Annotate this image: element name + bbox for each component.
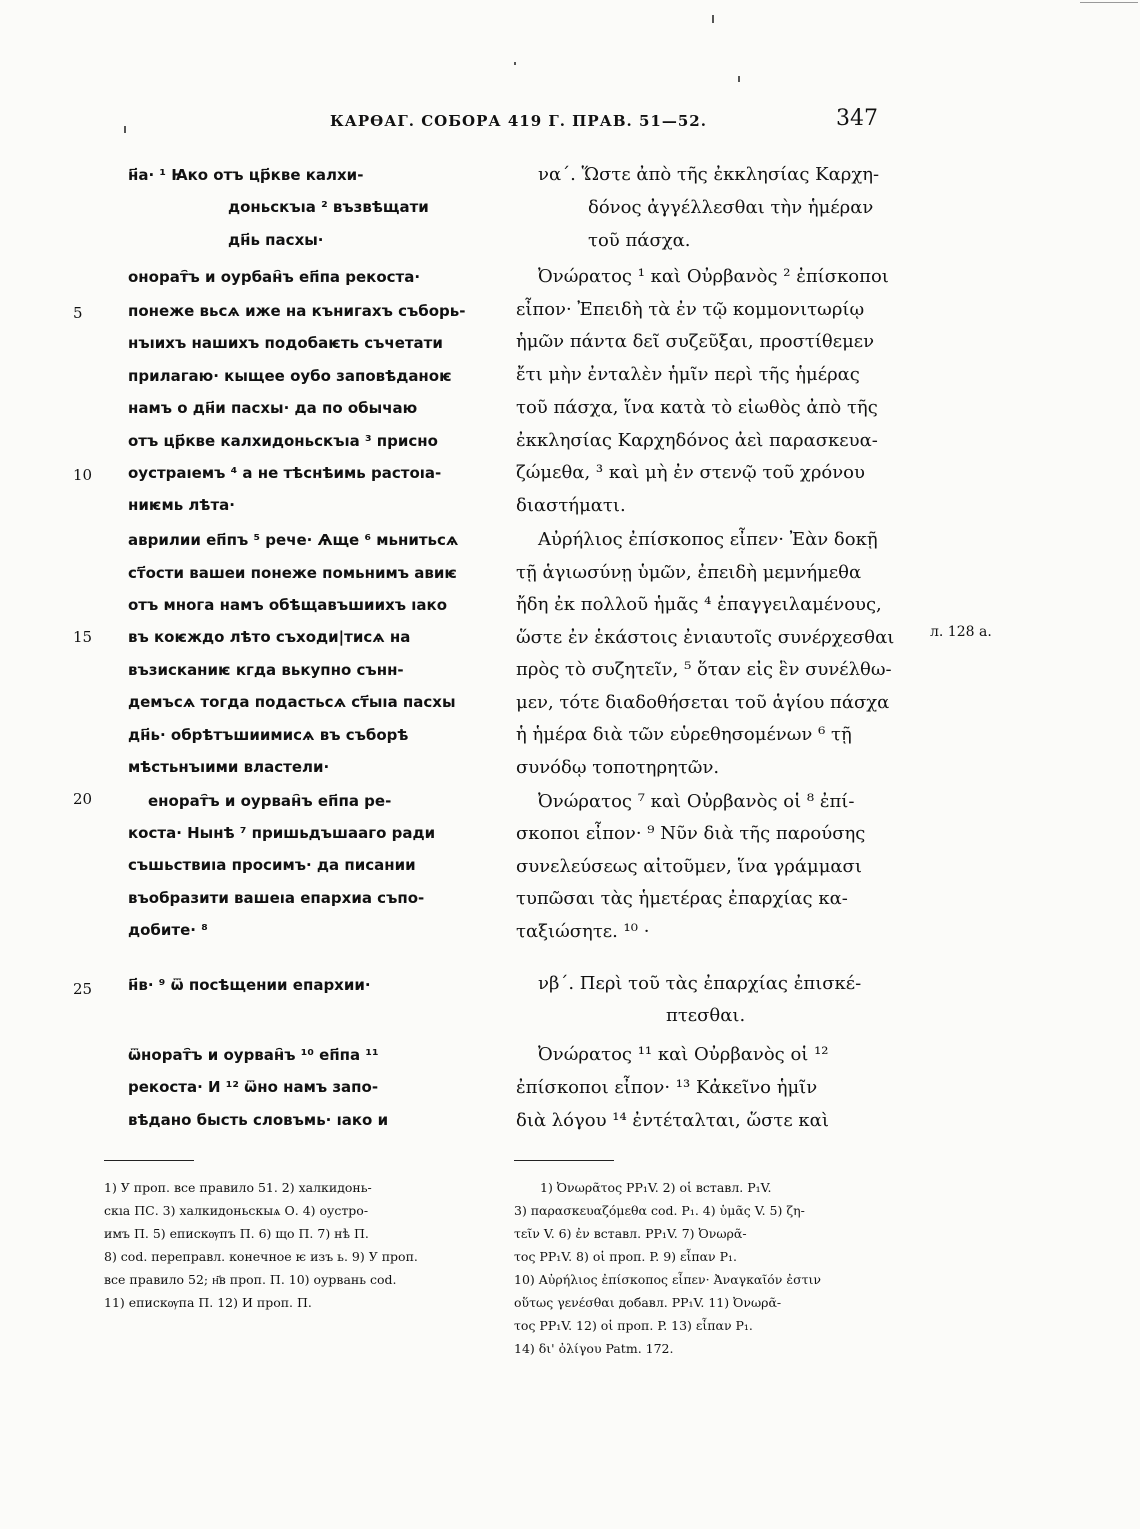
text-line: нъıихъ нашихъ подобаѥть съчетати xyxy=(128,334,443,352)
scan-speck xyxy=(124,126,126,133)
text-line: ниѥмь лѣта· xyxy=(128,496,235,514)
text-line: дн҃ь пасхы· xyxy=(228,231,324,249)
line-number: 20 xyxy=(73,790,93,808)
text-line: въобразити вашеıа епархиа съпо- xyxy=(128,889,425,907)
text-line: πρὸς τὸ συζητεῖν, ⁵ ὅταν εἰς ἓν συνέλθω- xyxy=(516,659,892,680)
text-line: дн҃ь· обрѣтъшиимисѧ въ съборѣ xyxy=(128,726,409,744)
footnote-line: имъ П. 5) епискѹпъ П. 6) що П. 7) нѣ П. xyxy=(104,1226,369,1241)
text-line: εἶπον· Ἐπειδὴ τὰ ἐν τῷ κομμονιτωρίῳ xyxy=(516,299,865,320)
footnote-line: τος PP₁V. 12) οἱ проп. P. 13) εἶπαν P₁. xyxy=(514,1318,753,1333)
text-line: μεν, τότε διαδοθήσεται τοῦ ἁγίου πάσχα xyxy=(516,692,890,713)
text-line: рекоста· И ¹² ѿно намъ запо- xyxy=(128,1078,379,1096)
scan-speck xyxy=(1080,2,1138,3)
page-number: 347 xyxy=(836,106,878,131)
text-line: възисканиѥ кгда вькупно сънн- xyxy=(128,661,404,679)
text-line: прилагаю· кыщее оубо заповѣданоѥ xyxy=(128,367,452,385)
footnote-line: οὕτως γενέσθαι добавл. PP₁V. 11) Ὀνωρᾶ- xyxy=(514,1295,782,1310)
line-number: 5 xyxy=(73,304,83,322)
margin-note: л. 128 а. xyxy=(930,624,992,640)
slavonic-column xyxy=(128,0,490,1140)
footnote-line: 8) cod. переправл. конечное ѥ изъ ь. 9) У проп. xyxy=(104,1249,418,1264)
text-line: въ коѥждо лѣто съходи|тисѧ на xyxy=(128,628,411,646)
text-line: доньскъıа ² възвѣщати xyxy=(228,198,429,216)
text-line: Ὀνώρατος ¹ καὶ Οὐρβανὸς ² ἐπίσκοποι xyxy=(538,266,889,287)
text-line: Ὀνώρατος ¹¹ καὶ Οὐρβανὸς οἱ ¹² xyxy=(538,1044,829,1065)
text-line: ταξιώσητε. ¹⁰ · xyxy=(516,921,650,942)
footnote-line: 3) παρασκευαζόμεθα cod. P₁. 4) ὑμᾶς V. 5) ζη- xyxy=(514,1203,805,1218)
text-line: διαστήματι. xyxy=(516,495,626,516)
text-line: н҃а· ¹ Ꙗко отъ цр҃кве калхи- xyxy=(128,166,364,184)
text-line: συνόδῳ τοποτηρητῶν. xyxy=(516,757,720,778)
footnote-line: 11) епискѹпа П. 12) И проп. П. xyxy=(104,1295,312,1310)
footnote-line: 1) Ὀνωρᾶτος PP₁V. 2) οἱ вставл. P₁V. xyxy=(540,1180,772,1195)
text-line: аврилии еп҃пъ ⁵ рече· Ѧще ⁶ мьнитьсѧ xyxy=(128,531,459,549)
text-line: τυπῶσαι τὰς ἡμετέρας ἐπαρχίας κα- xyxy=(516,888,848,909)
text-line: вѣдано бысть словъмь· ıако и xyxy=(128,1111,389,1129)
text-line: συνελεύσεως αἰτοῦμεν, ἵνα γράμμασι xyxy=(516,856,862,877)
footnote-divider xyxy=(514,1160,614,1161)
text-line: отъ многа намъ обѣщавъшиихъ ıако xyxy=(128,596,447,614)
text-line: ἤδη ἐκ πολλοῦ ἡμᾶς ⁴ ἐπαγγειλαμένους, xyxy=(516,594,882,615)
text-line: τοῦ πάσχα. xyxy=(588,230,691,251)
text-line: н҃в· ⁹ ѿ посѣщении епархии· xyxy=(128,976,371,994)
footnote-line: 14) δι' ὀλίγου Patm. 172. xyxy=(514,1341,674,1356)
text-line: ζώμεθα, ³ καὶ μὴ ἐν στενῷ τοῦ χρόνου xyxy=(516,462,865,483)
text-line: ἐπίσκοποι εἶπον· ¹³ Κἀκεῖνο ἡμῖν xyxy=(516,1077,818,1098)
greek-column xyxy=(516,0,906,1140)
text-line: мѣстьнъıими властели· xyxy=(128,758,330,776)
text-line: Αὐρήλιος ἐπίσκοπος εἶπεν· Ἐὰν δοκῇ xyxy=(538,529,878,550)
text-line: σκοποι εἶπον· ⁹ Νῦν διὰ τῆς παρούσης xyxy=(516,823,866,844)
line-number: 10 xyxy=(73,466,93,484)
text-line: πτεσθαι. xyxy=(666,1005,746,1026)
line-number: 25 xyxy=(73,980,93,998)
text-line: отъ цр҃кве калхидоньскъıа ³ присно xyxy=(128,432,438,450)
text-line: να΄. Ὥστε ἀπὸ τῆς ἐκκλησίας Καρχη- xyxy=(538,164,880,185)
text-line: енорат҄ъ и оурван҄ъ еп҃па ре- xyxy=(148,792,392,810)
text-line: Ὀνώρατος ⁷ καὶ Οὐρβανὸς οἱ ⁸ ἐπί- xyxy=(538,791,855,812)
text-line: ἔτι μὴν ἐνταλὲν ἡμῖν περὶ τῆς ἡμέρας xyxy=(516,364,860,385)
text-line: коста· Нынѣ ⁷ пришьдъшааго ради xyxy=(128,824,436,842)
text-line: ѿнорат҄ъ и оурван҄ъ ¹⁰ еп҃па ¹¹ xyxy=(128,1046,379,1064)
text-line: онорат҄ъ и оурбан҄ъ еп҃па рекоста· xyxy=(128,268,421,286)
footnote-line: 1) У проп. все правило 51. 2) халкидонь- xyxy=(104,1180,372,1195)
footnote-divider xyxy=(104,1160,194,1161)
text-line: νβ΄. Περὶ τοῦ τὰς ἐπαρχίας ἐπισκέ- xyxy=(538,973,862,994)
footnote-line: все правило 52; н҃в проп. П. 10) оурвань cod. xyxy=(104,1272,397,1287)
text-line: ἡμῶν πάντα δεῖ συζεῦξαι, προστίθεμεν xyxy=(516,331,875,352)
text-line: διὰ λόγου ¹⁴ ἐντέταλται, ὥστε καὶ xyxy=(516,1110,829,1131)
text-line: добите· ⁸ xyxy=(128,921,208,939)
text-line: ст҃ости вашеи понеже помьнимъ авиѥ xyxy=(128,564,457,582)
running-title: КАРѲАГ. СОБОРА 419 Г. ПРАВ. 51—52. xyxy=(330,112,707,130)
text-line: демъсѧ тогда подастьсѧ ст҃ыıа пасхы xyxy=(128,693,456,711)
footnote-line: τος PP₁V. 8) οἱ проп. P. 9) εἶπαν P₁. xyxy=(514,1249,738,1264)
text-line: δόνος ἀγγέλλεσθαι τὴν ἡμέραν xyxy=(588,197,874,218)
text-line: τῇ ἁγιωσύνῃ ὑμῶν, ἐπειδὴ μεμνήμεθα xyxy=(516,562,862,583)
line-number: 15 xyxy=(73,628,93,646)
text-line: съшьствиıа просимъ· да писании xyxy=(128,856,416,874)
text-line: оустраıемъ ⁴ а не тѣснѣимь растоıа- xyxy=(128,464,442,482)
text-line: ἐκκλησίας Καρχηδόνος ἀεὶ παρασκευα- xyxy=(516,430,878,451)
text-line: ἡ ἡμέρα διὰ τῶν εὑρεθησομένων ⁶ τῇ xyxy=(516,724,852,745)
text-line: ὥστε ἐν ἑκάστοις ἐνιαυτοῖς συνέρχεσθαι xyxy=(516,627,895,648)
text-line: понеже вьсѧ иже на кънигахъ съборь- xyxy=(128,302,466,320)
footnote-line: 10) Αὐρήλιος ἐπίσκοπος εἶπεν· Ἀναγκαῖόν ἐστιν xyxy=(514,1272,822,1287)
footnote-line: скıа ПС. 3) халкидоньскыѧ О. 4) оустро- xyxy=(104,1203,369,1218)
text-line: τοῦ πάσχα, ἵνα κατὰ τὸ εἰωθὸς ἀπὸ τῆς xyxy=(516,397,878,418)
footnote-line: τεῖν V. 6) ἐν вставл. PP₁V. 7) Ὀνωρᾶ- xyxy=(514,1226,747,1241)
text-line: намъ о дн҃и пасхы· да по обычаю xyxy=(128,399,418,417)
